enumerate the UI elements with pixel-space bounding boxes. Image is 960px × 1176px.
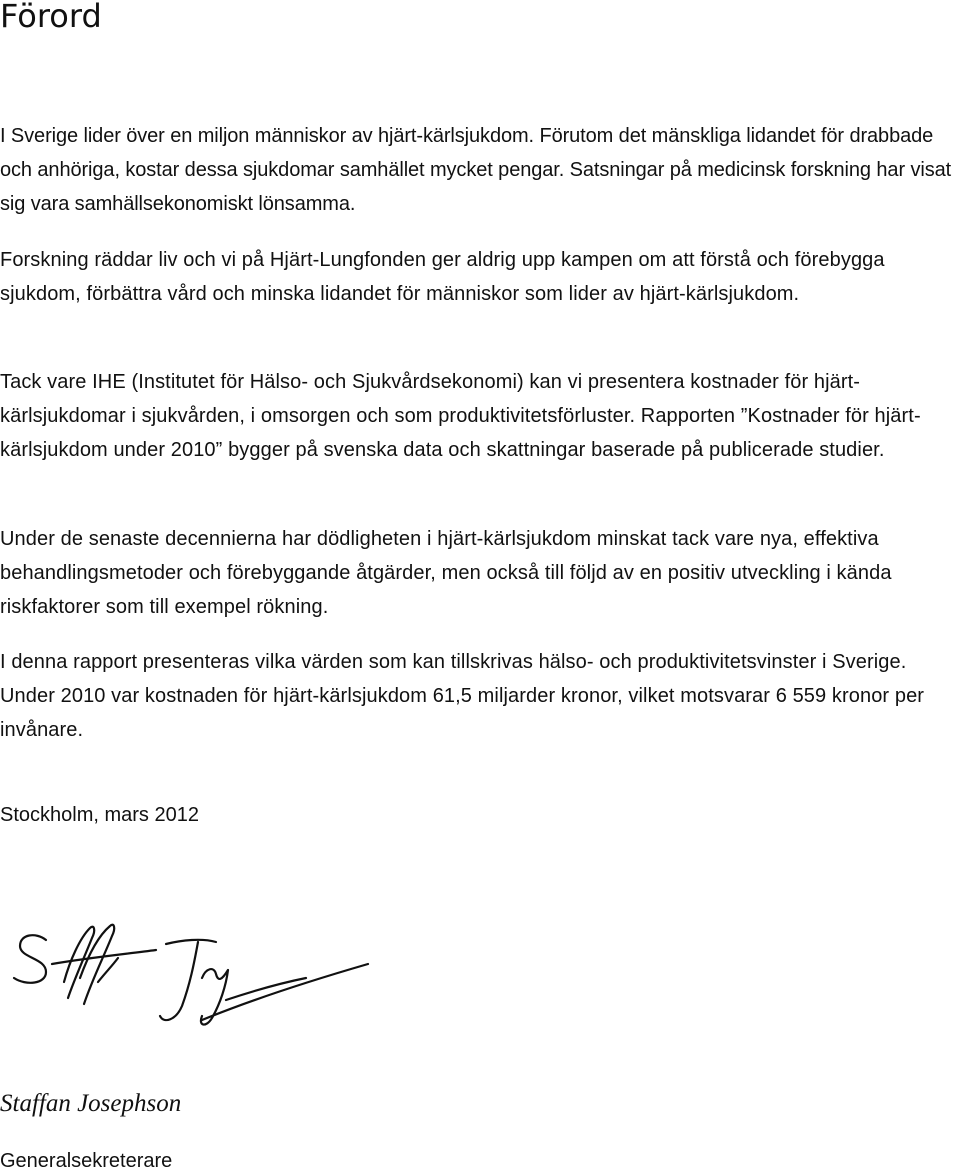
signer-name: Staffan Josephson xyxy=(0,1090,182,1117)
handwritten-signature xyxy=(6,920,376,1040)
paragraph-intro: I Sverige lider över en miljon människor av hjärt-kärlsjukdom. Förutom det mänskliga lidandet för drabbade och anhöriga, kostar dessa sjukdomar samhället mycket pengar. Satsningar på medicinsk forskning har visat sig vara samhällsekonomiskt lönsamma. xyxy=(0,125,952,215)
paragraph-research: Forskning räddar liv och vi på Hjärt-Lungfonden ger aldrig upp kampen om att förstå och förebygga sjukdom, förbättra vård och minska lidandet för människor som lider av hjärt-kärlsjukdom. xyxy=(0,249,885,305)
signer-role: Generalsekreterare xyxy=(0,1150,173,1172)
page-title: Förord xyxy=(0,0,102,35)
paragraph-ihe-report: Tack vare IHE (Institutet för Hälso- och Sjukvårdsekonomi) kan vi presentera kostnader för hjärt-kärlsjukdomar i sjukvården, i omsorgen och som produktivitetsförluster. Rapporten ”Kostnader för hjärt-kärlsjukdom under 2010” bygger på svenska data och skattningar baserade på publicerade studier. xyxy=(0,371,921,461)
paragraph-costs: I denna rapport presenteras vilka värden som kan tillskrivas hälso- och produktivitetsvinster i Sverige. Under 2010 var kostnaden för hjärt-kärlsjukdom 61,5 miljarder kronor, vilket motsvarar 6 559 kronor per invånare. xyxy=(0,651,925,741)
place-date: Stockholm, mars 2012 xyxy=(0,804,199,826)
paragraph-mortality: Under de senaste decennierna har dödligheten i hjärt-kärlsjukdom minskat tack vare nya, effektiva behandlingsmetoder och förebyggande åtgärder, men också till följd av en positiv utveckling i kända riskfaktorer som till exempel rökning. xyxy=(0,528,892,618)
